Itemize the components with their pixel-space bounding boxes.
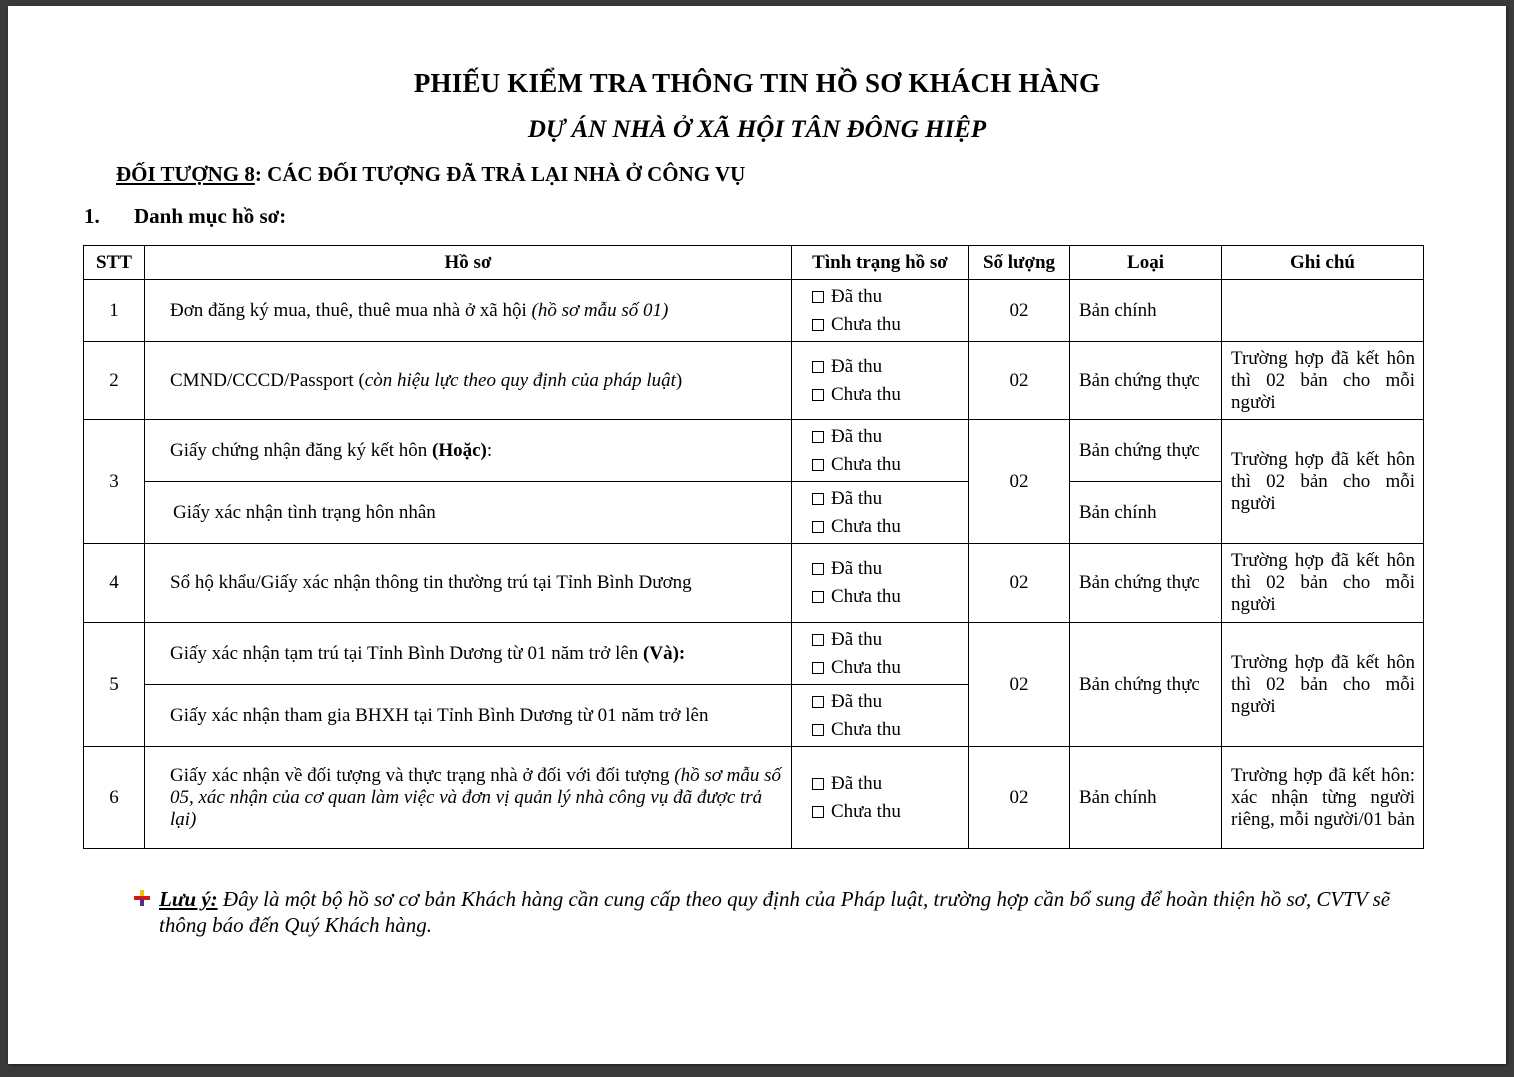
status-not-received[interactable]: Chưa thu <box>812 311 968 339</box>
subject-text: : CÁC ĐỐI TƯỢNG ĐÃ TRẢ LẠI NHÀ Ở CÔNG VỤ <box>254 162 746 186</box>
table-row <box>84 623 1424 685</box>
cell-note: Trường hợp đã kết hôn thì 02 bản cho mỗi người <box>1222 342 1424 420</box>
cell-doc: Sổ hộ khẩu/Giấy xác nhận thông tin thường trú tại Tỉnh Bình Dương <box>145 544 792 623</box>
section-label: Danh mục hồ sơ: <box>134 204 287 228</box>
cell-type: Bản chính <box>1070 280 1222 342</box>
status-not-received[interactable]: Chưa thu <box>812 513 968 541</box>
checkbox-icon[interactable] <box>812 724 824 736</box>
status-received[interactable]: Đã thu <box>812 283 968 311</box>
cell-status <box>792 747 969 849</box>
table-row <box>84 544 1424 623</box>
cell-stt: 6 <box>84 747 145 849</box>
section-number: 1. <box>84 204 100 228</box>
cell-type: Bản chứng thực <box>1070 420 1222 482</box>
status-not-received[interactable]: Chưa thu <box>812 381 968 409</box>
cell-stt: 1 <box>84 280 145 342</box>
status-not-received[interactable]: Chưa thu <box>812 451 968 479</box>
cell-qty: 02 <box>969 420 1070 544</box>
checkbox-icon[interactable] <box>812 806 824 818</box>
cell-status <box>792 482 969 544</box>
cell-note <box>1222 280 1424 342</box>
status-received[interactable]: Đã thu <box>812 485 968 513</box>
checkbox-icon[interactable] <box>812 291 824 303</box>
cell-note: Trường hợp đã kết hôn thì 02 bản cho mỗi người <box>1222 420 1424 544</box>
cell-doc: Giấy chứng nhận đăng ký kết hôn (Hoặc): <box>145 420 792 482</box>
cell-doc: Giấy xác nhận tham gia BHXH tại Tỉnh Bình Dương từ 01 năm trở lên <box>145 685 792 747</box>
cell-doc: Giấy xác nhận tình trạng hôn nhân <box>145 482 792 544</box>
cell-status <box>792 420 969 482</box>
footnote <box>134 886 1394 938</box>
section-heading <box>84 204 286 229</box>
footnote-text: Đây là một bộ hồ sơ cơ bản Khách hàng cần cung cấp theo quy định của Pháp luật, trường hợp cần bổ sung để hoàn thiện hồ sơ, CVTV sẽ thông báo đến Quý Khách hàng. <box>159 887 1391 937</box>
cell-qty: 02 <box>969 280 1070 342</box>
cell-status <box>792 342 969 420</box>
cell-type: Bản chính <box>1070 482 1222 544</box>
table-row <box>84 747 1424 849</box>
checkbox-icon[interactable] <box>812 662 824 674</box>
table-row <box>84 342 1424 420</box>
cell-stt: 2 <box>84 342 145 420</box>
header-type: Loại <box>1070 246 1222 280</box>
pushpin-bullet-icon <box>134 890 150 906</box>
cell-doc: CMND/CCCD/Passport (còn hiệu lực theo quy định của pháp luật) <box>145 342 792 420</box>
checkbox-icon[interactable] <box>812 696 824 708</box>
document-title: PHIẾU KIỂM TRA THÔNG TIN HỒ SƠ KHÁCH HÀNG <box>413 68 1101 98</box>
cell-stt: 3 <box>84 420 145 544</box>
header-doc: Hồ sơ <box>145 246 792 280</box>
checkbox-icon[interactable] <box>812 319 824 331</box>
cell-note: Trường hợp đã kết hôn thì 02 bản cho mỗi người <box>1222 544 1424 623</box>
status-received[interactable]: Đã thu <box>812 555 968 583</box>
cell-status <box>792 544 969 623</box>
checkbox-icon[interactable] <box>812 459 824 471</box>
checkbox-icon[interactable] <box>812 389 824 401</box>
cell-note: Trường hợp đã kết hôn: xác nhận từng người riêng, mỗi người/01 bản <box>1222 747 1424 849</box>
cell-status <box>792 623 969 685</box>
cell-note: Trường hợp đã kết hôn thì 02 bản cho mỗi người <box>1222 623 1424 747</box>
cell-status <box>792 685 969 747</box>
checkbox-icon[interactable] <box>812 563 824 575</box>
cell-stt: 4 <box>84 544 145 623</box>
checkbox-icon[interactable] <box>812 634 824 646</box>
header-status: Tình trạng hồ sơ <box>792 246 969 280</box>
status-not-received[interactable]: Chưa thu <box>812 654 968 682</box>
cell-stt: 5 <box>84 623 145 747</box>
checkbox-icon[interactable] <box>812 521 824 533</box>
cell-type: Bản chứng thực <box>1070 544 1222 623</box>
status-not-received[interactable]: Chưa thu <box>812 716 968 744</box>
cell-type: Bản chính <box>1070 747 1222 849</box>
checkbox-icon[interactable] <box>812 591 824 603</box>
cell-qty: 02 <box>969 623 1070 747</box>
status-received[interactable]: Đã thu <box>812 770 968 798</box>
status-received[interactable]: Đã thu <box>812 626 968 654</box>
documents-table <box>83 245 1424 849</box>
checkbox-icon[interactable] <box>812 493 824 505</box>
checkbox-icon[interactable] <box>812 431 824 443</box>
header-note: Ghi chú <box>1222 246 1424 280</box>
cell-qty: 02 <box>969 342 1070 420</box>
cell-qty: 02 <box>969 747 1070 849</box>
footnote-label: Lưu ý: <box>159 887 218 911</box>
subject-label: ĐỐI TƯỢNG 8 <box>116 162 255 186</box>
status-not-received[interactable]: Chưa thu <box>812 798 968 826</box>
cell-doc: Đơn đăng ký mua, thuê, thuê mua nhà ở xã hội (hồ sơ mẫu số 01) <box>145 280 792 342</box>
cell-doc: Giấy xác nhận về đối tượng và thực trạng nhà ở đối với đối tượng (hồ sơ mẫu số 05, xác nhận của cơ quan làm việc và đơn vị quản lý nhà công vụ đã được trả lại) <box>145 747 792 849</box>
status-not-received[interactable]: Chưa thu <box>812 583 968 611</box>
status-received[interactable]: Đã thu <box>812 353 968 381</box>
cell-type: Bản chứng thực <box>1070 623 1222 747</box>
status-received[interactable]: Đã thu <box>812 688 968 716</box>
checkbox-icon[interactable] <box>812 361 824 373</box>
checkbox-icon[interactable] <box>812 778 824 790</box>
subject-heading <box>116 162 745 187</box>
cell-status <box>792 280 969 342</box>
header-qty: Số lượng <box>969 246 1070 280</box>
document-subtitle: DỰ ÁN NHÀ Ở XÃ HỘI TÂN ĐÔNG HIỆP <box>527 116 987 143</box>
header-stt: STT <box>84 246 145 280</box>
status-received[interactable]: Đã thu <box>812 423 968 451</box>
cell-qty: 02 <box>969 544 1070 623</box>
table-row <box>84 280 1424 342</box>
cell-type: Bản chứng thực <box>1070 342 1222 420</box>
table-header-row <box>84 246 1424 280</box>
table-row <box>84 420 1424 482</box>
cell-doc: Giấy xác nhận tạm trú tại Tỉnh Bình Dương từ 01 năm trở lên (Và): <box>145 623 792 685</box>
